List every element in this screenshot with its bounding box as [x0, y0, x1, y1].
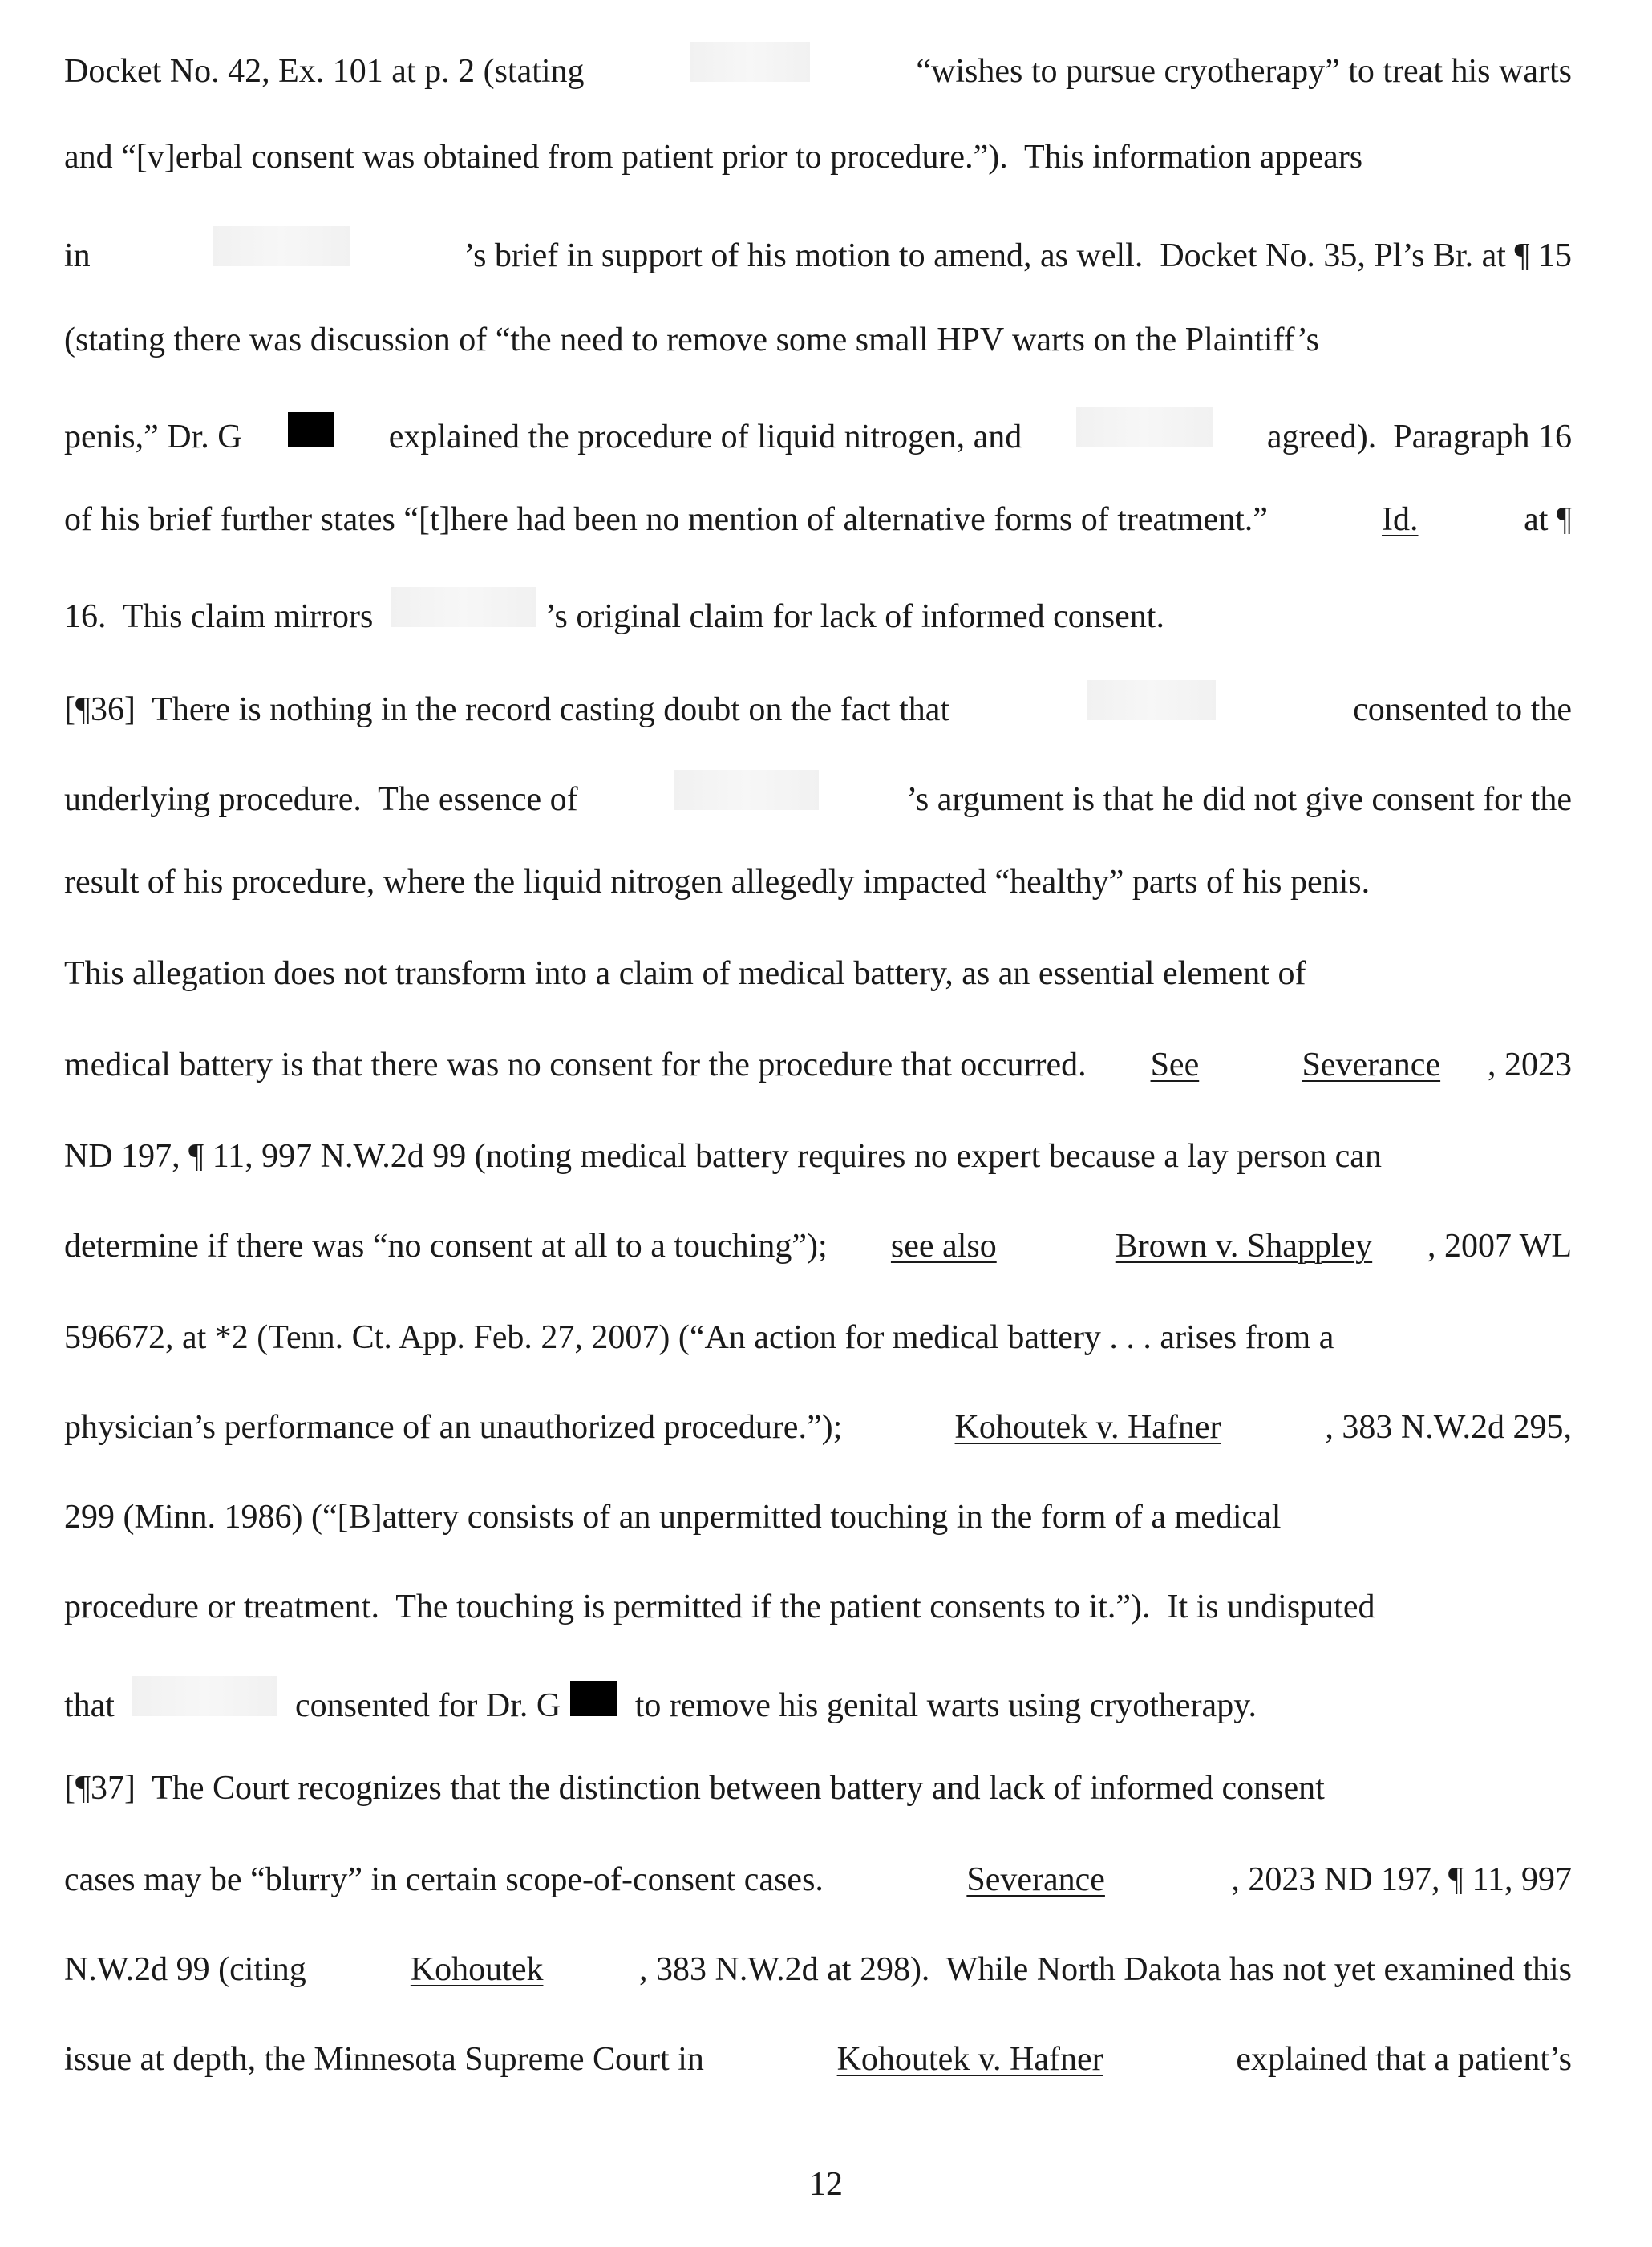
text-segment: cases may be “blurry” in certain scope-of-consent cases.	[64, 1861, 840, 1898]
citation-underlined: Severance	[1302, 1047, 1441, 1083]
text-segment: [¶37] The Court recognizes that the distinction between battery and lack of informed consent	[64, 1770, 1325, 1807]
text-line	[64, 135, 1572, 180]
text-segment: (stating there was discussion of “the need to remove some small HPV warts on the Plaintiff’s	[64, 322, 1319, 358]
redaction	[690, 42, 810, 82]
redaction	[132, 1676, 277, 1716]
text-line	[64, 42, 1572, 94]
redaction	[1087, 680, 1216, 720]
text-line	[64, 770, 1572, 822]
text-segment: at ¶	[1515, 501, 1572, 538]
redaction-bar	[570, 1681, 617, 1716]
redaction	[391, 587, 536, 627]
text-segment: procedure or treatment. The touching is permitted if the patient consents to it.”). It is undisputed	[64, 1589, 1375, 1626]
citation-underlined: Kohoutek v. Hafner	[836, 2041, 1103, 2078]
redaction	[1076, 407, 1213, 447]
text-segment: , 2023	[1488, 1047, 1572, 1083]
text-segment: , 383 N.W.2d 295,	[1325, 1409, 1572, 1446]
text-segment: This allegation does not transform into a claim of medical battery, as an essential element of	[64, 955, 1306, 992]
text-line	[64, 1224, 1572, 1269]
text-segment: explained that a patient’s	[1227, 2041, 1572, 2078]
text-segment: explained the procedure of liquid nitrogen, and	[380, 419, 1030, 455]
text-segment: penis,” Dr. G	[64, 419, 242, 455]
text-segment: and “[v]erbal consent was obtained from patient prior to procedure.”). This information appears	[64, 139, 1363, 176]
text-segment: [¶36] There is nothing in the record casting doubt on the fact that	[64, 691, 958, 728]
redaction	[674, 770, 819, 810]
text-line	[64, 1947, 1572, 1992]
text-segment: that	[64, 1687, 123, 1724]
citation-underlined: Severance	[966, 1861, 1105, 1898]
text-line	[64, 1043, 1572, 1087]
text-segment: medical battery is that there was no consent for the procedure that occurred.	[64, 1047, 1103, 1083]
text-segment: , 383 N.W.2d at 298). While North Dakota has not yet examined this	[639, 1951, 1572, 1988]
text-line	[64, 407, 1572, 460]
text-line	[64, 1315, 1572, 1360]
text-segment: , 2007 WL	[1427, 1228, 1572, 1265]
text-line	[64, 1676, 1572, 1728]
text-line	[64, 2037, 1572, 2082]
citation-underlined: Id.	[1382, 501, 1419, 538]
text-line	[64, 1405, 1572, 1450]
text-line	[64, 226, 1572, 278]
text-line	[64, 1766, 1572, 1811]
text-segment: Docket No. 42, Ex. 101 at p. 2 (stating	[64, 53, 593, 90]
text-segment: to remove his genital warts using cryotherapy.	[626, 1687, 1257, 1724]
text-segment: ’s original claim for lack of informed consent.	[545, 598, 1164, 635]
text-segment: of his brief further states “[t]here had been no mention of alternative forms of treatment.”	[64, 501, 1285, 538]
text-segment: consented for Dr. G	[286, 1687, 561, 1724]
page-number: 12	[809, 2166, 843, 2203]
text-line	[64, 1495, 1572, 1540]
text-segment: “wishes to pursue cryotherapy” to treat his warts	[907, 53, 1572, 90]
text-segment: ’s brief in support of his motion to amend, as well. Docket No. 35, Pl’s Br. at ¶ 15	[464, 237, 1572, 274]
redaction	[213, 226, 350, 266]
text-segment: consented to the	[1344, 691, 1572, 728]
citation-underlined: Brown v. Shappley	[1115, 1228, 1373, 1265]
citation-underlined: Kohoutek	[410, 1951, 544, 1988]
text-line	[64, 1134, 1572, 1179]
text-segment: 596672, at *2 (Tenn. Ct. App. Feb. 27, 2007) (“An action for medical battery . . . arises from a	[64, 1319, 1334, 1356]
text-segment: , 2023 ND 197, ¶ 11, 997	[1231, 1861, 1572, 1898]
text-segment: ’s argument is that he did not give consent for the	[906, 781, 1572, 818]
citation-underlined: Kohoutek v. Hafner	[954, 1409, 1221, 1446]
text-segment: result of his procedure, where the liquid nitrogen allegedly impacted “healthy” parts of his penis.	[64, 864, 1371, 901]
text-line	[64, 680, 1572, 732]
text-line	[64, 1585, 1572, 1630]
text-line	[64, 951, 1572, 996]
text-segment: issue at depth, the Minnesota Supreme Court in	[64, 2041, 713, 2078]
text-line	[64, 1857, 1572, 1902]
text-line	[64, 497, 1572, 542]
text-segment: ND 197, ¶ 11, 997 N.W.2d 99 (noting medical battery requires no expert because a lay person can	[64, 1138, 1382, 1175]
citation-underlined: See	[1150, 1047, 1200, 1083]
text-line	[64, 860, 1572, 905]
text-segment: underlying procedure. The essence of	[64, 781, 587, 818]
text-segment: N.W.2d 99 (citing	[64, 1951, 315, 1988]
text-line	[64, 587, 1572, 639]
text-segment: 16. This claim mirrors	[64, 598, 382, 635]
text-segment: 299 (Minn. 1986) (“[B]attery consists of an unpermitted touching in the form of a medical	[64, 1499, 1282, 1536]
text-segment	[1051, 1224, 1060, 1269]
text-segment: in	[64, 237, 99, 274]
redaction-bar	[288, 412, 334, 447]
text-segment: determine if there was “no consent at all to a touching”);	[64, 1228, 836, 1265]
citation-underlined: see also	[890, 1228, 997, 1265]
text-line	[64, 318, 1572, 362]
text-segment: physician’s performance of an unauthorized procedure.”);	[64, 1409, 851, 1446]
text-segment: agreed). Paragraph 16	[1258, 419, 1572, 455]
text-segment	[1246, 1043, 1255, 1087]
